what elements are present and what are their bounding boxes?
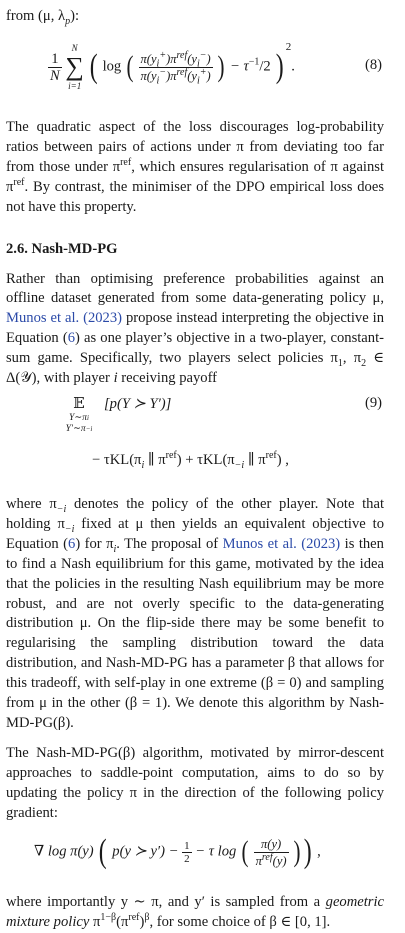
eq9-expectation bbox=[61, 395, 97, 435]
intro-line bbox=[6, 6, 384, 26]
eq8-prefix-num: 1 bbox=[48, 51, 62, 68]
para3-text-a: where π bbox=[6, 495, 57, 512]
eq8-sum bbox=[65, 42, 84, 92]
para3-text-f: is then to find a Nash equilibrium for this game, motivated by the idea that the policies in the resulting Nash equilibrium may be more robust, and are not overly specific to the data-generating distribution μ. On the flip-side there may be some benefit to regularising the sampling distribution toward the data distribution, and Nash-MD-PG has a parameter β that allows for this tradeoff, with self-play in one extreme (β = 0) and sampling from μ in the other (β = 1). We denote this algorithm by Nash-MD-PG(β). bbox=[6, 535, 384, 731]
para3-text-d: ) for π bbox=[75, 535, 114, 552]
intro-subscript: p bbox=[65, 15, 71, 27]
paper-page bbox=[6, 6, 384, 933]
para2-player-i: i bbox=[113, 370, 118, 387]
eq10-open-paren: ( bbox=[99, 833, 107, 871]
eq10-inner-open: ( bbox=[241, 835, 249, 869]
equation-8-number: (8) bbox=[364, 57, 382, 73]
para1-text-c: . By contrast, the minimiser of the DPO empirical loss does not have this property. bbox=[6, 178, 384, 215]
para5-emphasis: geometric mixture policy bbox=[6, 894, 384, 931]
eq8-ratio-den: $\pi(y_i^-)\pi^{ref}(y_i^+)$ bbox=[140, 66, 211, 86]
equation-ref-6-b[interactable]: 6 bbox=[68, 535, 76, 552]
eq10-half: $\frac{1}{2}$ bbox=[184, 839, 190, 865]
intro-text: from (μ, λ bbox=[6, 8, 66, 24]
eq8-close-paren: ) bbox=[276, 48, 285, 85]
para5-sup-c: β bbox=[144, 912, 150, 924]
para5-sup-a: 1−β bbox=[100, 912, 117, 924]
eq10-inner-close: ) bbox=[293, 835, 301, 869]
equation-9-number: (9) bbox=[364, 394, 382, 411]
para3-text-b: denotes the policy of the other player. Note that holding π bbox=[6, 495, 385, 532]
eq10-inner: p(y ≻ y′) − bbox=[112, 843, 183, 860]
para5-text-b: π bbox=[89, 914, 101, 931]
eq8-ratio-num: $\pi(y_i^+)\pi^{ref}(y_i^-)$ bbox=[140, 49, 211, 69]
eq8-prefix-den: N bbox=[50, 67, 60, 84]
eq10-close-paren: ) bbox=[303, 833, 312, 871]
eq9-main: [p(Y ≻ Y′)] bbox=[104, 395, 172, 412]
para1-text-b: , which ensures regularisation of π against π bbox=[6, 158, 385, 195]
paragraph-nash-intro: Rather than optimising preference probabilities against an offline dataset generated from some data-generating policy μ, Munos et al. (2023) propose instead interpreting the objective in Equation (6) as one player’s objective in a two-player, constant-sum game. Specifically, two players select policies $\pi_1$, $\pi_2$ ∈ Δ(𝒴), with player i receiving payoff bbox=[6, 270, 385, 387]
eq10-ratio: $\frac{\pi(y)}{\pi^{ref}(y)}$ bbox=[255, 836, 287, 868]
paragraph-nash-equilibrium bbox=[6, 495, 384, 734]
eq8-outer-exp: 2 bbox=[285, 41, 292, 54]
citation-munos-1[interactable]: Munos et al. (2023) bbox=[6, 310, 123, 327]
eq10-trail: , bbox=[313, 843, 321, 860]
para5-text-c: (π bbox=[116, 914, 129, 931]
eq10-body bbox=[34, 835, 321, 869]
eq8-sum-bottom: i=1 bbox=[68, 81, 82, 91]
para3-text-c: fixed at μ then yields an equivalent objective to Equation ( bbox=[6, 515, 384, 552]
para1-sup-a: ref bbox=[120, 156, 132, 168]
para5-sup-b: ref bbox=[128, 912, 140, 924]
para3-sub-c: i bbox=[113, 543, 117, 555]
paragraph-geometric-mixture bbox=[6, 893, 384, 933]
para3-text-e: . The proposal of bbox=[116, 535, 223, 552]
eq9-sub-1: Y∼πi bbox=[69, 412, 89, 423]
eq8-minus-tau: − τ bbox=[229, 58, 249, 75]
para2-text-b: propose instead interpreting the objective in Equation ( bbox=[6, 310, 384, 347]
para2-text-e: ∈ Δ(𝒴), with player bbox=[6, 350, 385, 387]
para5-text-e: , for some choice of β ∈ [0, 1]. bbox=[149, 914, 331, 931]
eq10-grad: ∇ log π(y) bbox=[34, 843, 94, 860]
para2-text-a: Rather than optimising preference probabilities against an offline dataset generated from some data-generating policy μ, bbox=[6, 270, 384, 307]
section-heading: 2.6. Nash-MD-PG bbox=[6, 240, 118, 257]
eq8-inner-open-paren: ( bbox=[126, 50, 134, 83]
para2-text-c: ) as one player’s objective in a two-player, constant-sum game. Specifically, two players select policies π bbox=[6, 330, 384, 367]
para1-sup-b: ref bbox=[13, 176, 25, 188]
eq8-prefix-fraction bbox=[48, 51, 62, 84]
paragraph-regularisation bbox=[6, 118, 384, 218]
equation-8 bbox=[6, 30, 384, 110]
eq8-log: log bbox=[102, 58, 122, 75]
para3-sub-b: −i bbox=[64, 523, 75, 535]
paragraph-algorithm: The Nash-MD-PG(β) algorithm, motivated by mirror-descent approaches to saddle-point computation, aims to do so by updating the policy π in the direction of the following policy gradient: bbox=[6, 744, 384, 821]
eq8-sum-sign: ∑ bbox=[65, 52, 84, 81]
eq8-half: /2 bbox=[259, 58, 271, 75]
eq10-tau-log: − τ log bbox=[195, 843, 237, 860]
eq9-line-2: − $\tau KL(\pi_i$ ∥ $\pi^{ref}) + \tau KL(\pi_{-i}$ ∥ $\pi^{ref}$) , bbox=[92, 450, 289, 471]
equation-policy-gradient bbox=[6, 829, 384, 891]
equation-9 bbox=[6, 393, 384, 493]
eq8-open-paren: ( bbox=[89, 48, 98, 85]
eq9-sub-2: Y′∼π−i bbox=[65, 423, 93, 434]
equation-ref-6-a[interactable]: 6 bbox=[67, 330, 75, 347]
eq8-inner-close-paren: ) bbox=[217, 50, 225, 83]
para3-sub-a: −i bbox=[56, 503, 67, 515]
para2-text-g: receiving payoff bbox=[117, 370, 218, 387]
citation-munos-2[interactable]: Munos et al. (2023) bbox=[222, 535, 341, 552]
para2-text-d: , π bbox=[342, 350, 362, 367]
eq8-sum-top: N bbox=[71, 43, 78, 53]
eq8-ratio-fraction bbox=[139, 51, 213, 84]
eq9-expect-symbol: 𝔼 bbox=[73, 395, 85, 412]
equation-8-body: $\frac{1}{N}$ N ∑ i=1 ( log ( $\frac{\pi(y_i^+)\pi^{ref}(y_i^-)}{\pi(y_i^-)\pi^{ref}(y_i^+)}$ ) − $\tau^{-1}/2$ )$^2$. bbox=[50, 41, 295, 91]
eq8-exp: −1 bbox=[248, 56, 260, 68]
para5-text-d: ) bbox=[139, 914, 145, 931]
para1-text-a: The quadratic aspect of the loss discourages log-probability ratios between pairs of actions under π from deviating too far from those under π bbox=[6, 119, 384, 175]
para5-text-a: where importantly y ∼ π, and y′ is sampled from a bbox=[6, 894, 326, 911]
intro-end: ): bbox=[70, 8, 79, 24]
